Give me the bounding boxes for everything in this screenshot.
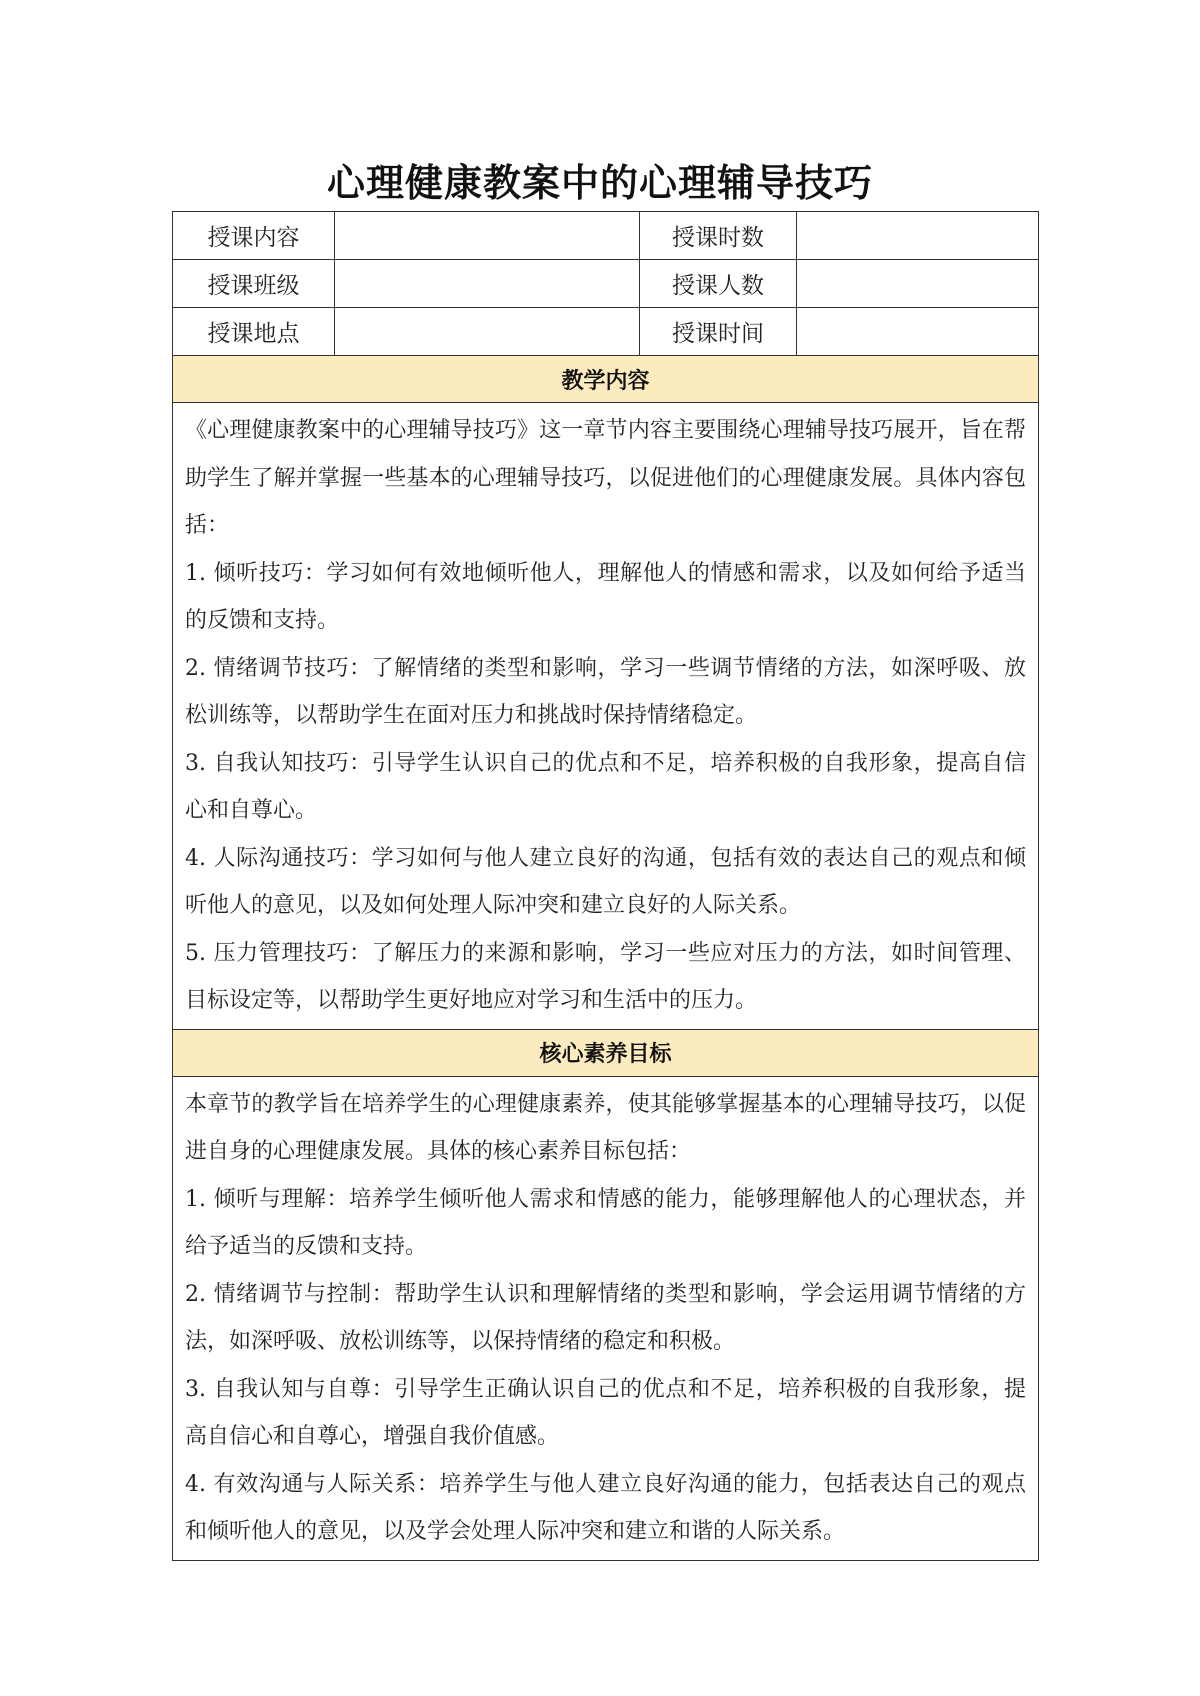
core-goals-heading: 核心素养目标	[173, 1029, 1039, 1076]
label-student-count: 授课人数	[640, 260, 797, 308]
teaching-content-heading: 教学内容	[173, 356, 1039, 403]
list-item: 3. 自我认知技巧：引导学生认识自己的优点和不足，培养积极的自我形象，提高自信心和自尊心。	[185, 750, 1026, 823]
value-lesson-hours[interactable]	[797, 212, 1039, 260]
section-header-core-goals	[173, 1029, 1039, 1076]
lesson-plan-table	[172, 211, 1039, 1561]
label-lesson-time: 授课时间	[640, 308, 797, 356]
info-row-location	[173, 308, 1039, 356]
list-item: 1. 倾听与理解：培养学生倾听他人需求和情感的能力，能够理解他人的心理状态，并给予适当的反馈和支持。	[185, 1186, 1026, 1259]
list-item: 2. 情绪调节技巧：了解情绪的类型和影响，学习一些调节情绪的方法，如深呼吸、放松训练等，以帮助学生在面对压力和挑战时保持情绪稳定。	[185, 655, 1026, 728]
label-lesson-location: 授课地点	[173, 308, 335, 356]
list-item: 3. 自我认知与自尊：引导学生正确认识自己的优点和不足，培养积极的自我形象，提高自信心和自尊心，增强自我价值感。	[185, 1376, 1026, 1449]
value-lesson-time[interactable]	[797, 308, 1039, 356]
value-lesson-class[interactable]	[335, 260, 640, 308]
list-item: 4. 人际沟通技巧：学习如何与他人建立良好的沟通，包括有效的表达自己的观点和倾听他人的意见，以及如何处理人际冲突和建立良好的人际关系。	[185, 845, 1026, 918]
list-item: 2. 情绪调节与控制：帮助学生认识和理解情绪的类型和影响，学会运用调节情绪的方法，如深呼吸、放松训练等，以保持情绪的稳定和积极。	[185, 1281, 1026, 1354]
label-lesson-class: 授课班级	[173, 260, 335, 308]
core-goals-cell	[173, 1076, 1039, 1560]
section-body-teaching-content	[173, 403, 1039, 1030]
list-item: 1. 倾听技巧：学习如何有效地倾听他人，理解他人的情感和需求，以及如何给予适当的反馈和支持。	[185, 560, 1026, 633]
core-goals-intro: 本章节的教学旨在培养学生的心理健康素养，使其能够掌握基本的心理辅导技巧，以促进自身的心理健康发展。具体的核心素养目标包括：	[185, 1091, 1026, 1164]
value-lesson-location[interactable]	[335, 308, 640, 356]
teaching-content-cell	[173, 403, 1039, 1030]
list-item: 5. 压力管理技巧：了解压力的来源和影响，学习一些应对压力的方法，如时间管理、目标设定等，以帮助学生更好地应对学习和生活中的压力。	[185, 940, 1026, 1013]
info-row-class	[173, 260, 1039, 308]
value-student-count[interactable]	[797, 260, 1039, 308]
info-row-content	[173, 212, 1039, 260]
section-body-core-goals	[173, 1076, 1039, 1560]
teaching-content-intro: 《心理健康教案中的心理辅导技巧》这一章节内容主要围绕心理辅导技巧展开，旨在帮助学生了解并掌握一些基本的心理辅导技巧，以促进他们的心理健康发展。具体内容包括：	[185, 418, 1026, 538]
document-title: 心理健康教案中的心理辅导技巧	[326, 161, 873, 205]
label-lesson-hours: 授课时数	[640, 212, 797, 260]
value-lesson-content[interactable]	[335, 212, 640, 260]
list-item: 4. 有效沟通与人际关系：培养学生与他人建立良好沟通的能力，包括表达自己的观点和倾听他人的意见，以及学会处理人际冲突和建立和谐的人际关系。	[185, 1471, 1026, 1544]
label-lesson-content: 授课内容	[173, 212, 335, 260]
section-header-teaching-content	[173, 356, 1039, 403]
